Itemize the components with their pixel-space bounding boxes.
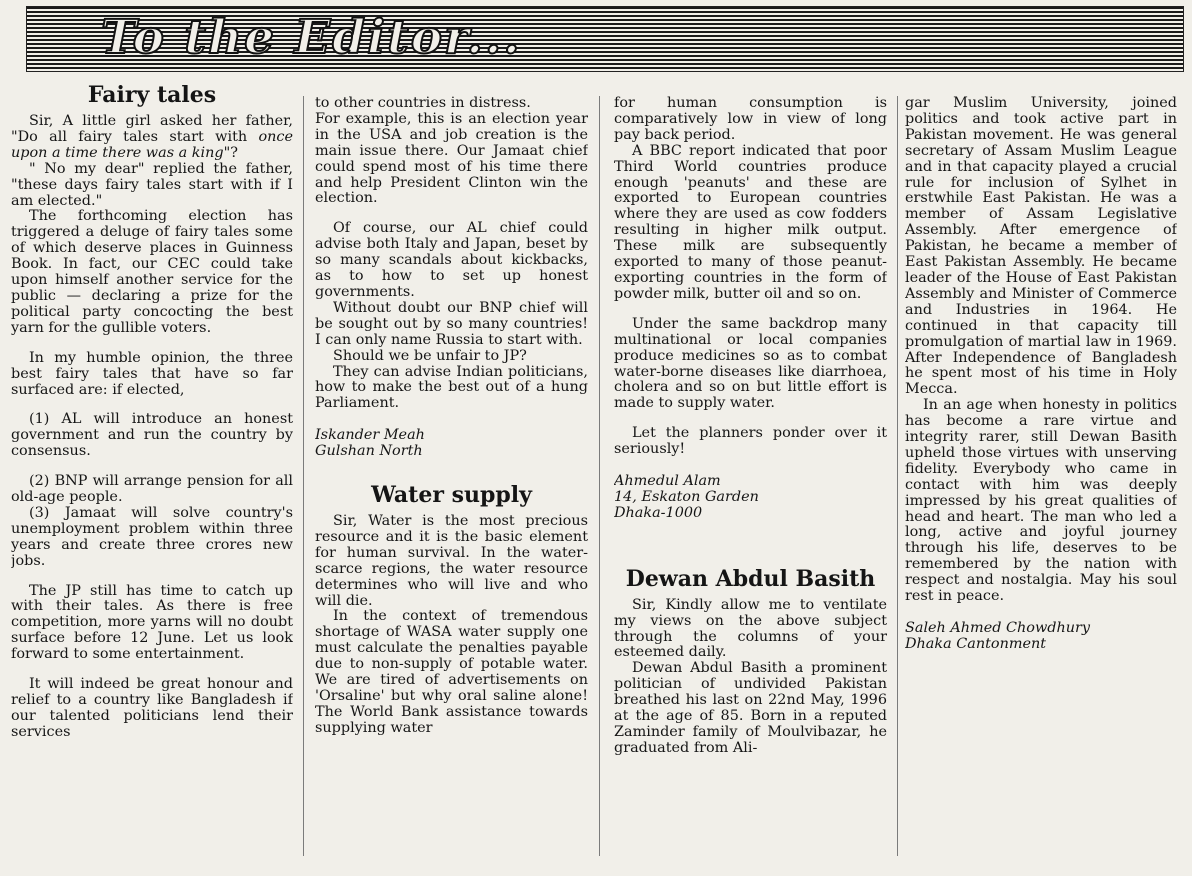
paragraph: They can advise Indian politicians, how to make the best out of a hung Parliament. (315, 363, 588, 412)
paragraph: It will indeed be great honour and relief to a country like Bangladesh if our talented politicians lend their services (11, 676, 293, 740)
signature-address: 14, Eskaton Garden (614, 488, 759, 505)
paragraph: (2) BNP will arrange pension for all old-age people. (11, 473, 293, 506)
paragraph: Let the planners ponder over it seriously! (614, 425, 887, 458)
letter-headline-water-supply: Water supply (371, 482, 532, 509)
letter-headline-fairy-tales: Fairy tales (87, 82, 217, 108)
column-divider (897, 96, 898, 856)
column-1 (11, 78, 293, 858)
paragraph: For example, this is an election year in the USA and job creation is the main issue there. Our Jamaat chief could spend most of his time there and help President Clinton win the election. (315, 110, 588, 207)
signature (614, 474, 887, 522)
column-4 (905, 96, 1177, 876)
paragraph: Should we be unfair to JP? (333, 347, 527, 364)
column-divider (599, 96, 600, 856)
paragraph: to other countries in distress. (315, 96, 531, 111)
paragraph: The JP still has time to catch up with their tales. As there is free competition, more yarns will no doubt surface before 12 June. Let us look forward to some entertainment. (11, 582, 293, 663)
section-banner (26, 6, 1184, 72)
paragraph: " No my dear" replied the father, "these days fairy tales start with if I am elected." (11, 160, 293, 209)
column-3 (614, 96, 887, 876)
paragraph: (3) Jamaat will solve country's unemployment problem within three years and create three crores new jobs. (11, 504, 293, 569)
paragraph: gar Muslim University, joined politics and took active part in Pakistan movement. He was general secretary of Assam Muslim League and in that capacity played a crucial rule for inclusion of Sylhet in erstwhile East Pakistan. He was a member of Assam Legislative Assembly. After emergence of Pakistan, he became a member of East Pakistan Assembly. He became leader of the House of East Pakistan Assembly and Minister of Commerce and Industries in 1964. He continued in that capacity till promulgation of martial law in 1969. After Independence of Bangladesh he spent most of his time in Holy Mecca. (905, 96, 1177, 398)
paragraph (11, 114, 293, 162)
paragraph-text: Sir, A little girl asked her father, "Do all fairy tales start with (11, 113, 293, 145)
signature (315, 428, 588, 460)
letter-headline-dewan-abdul-basith: Dewan Abdul Basith (625, 565, 876, 592)
italic-quote: once upon a time there was a king (11, 128, 293, 161)
paragraph: Of course, our AL chief could advise both Italy and Japan, beset by so many scandals about kickbacks, as to how to set up honest governments. (315, 220, 588, 300)
signature-address: Gulshan North (315, 443, 423, 460)
paragraph: Sir, Kindly allow me to ventilate my views on the above subject through the columns of your esteemed daily. (614, 596, 887, 661)
paragraph: In my humble opinion, the three best fairy tales that have so far surfaced are: if elected, (11, 349, 293, 398)
section-title: To the Editor... (101, 10, 522, 65)
paragraph: A BBC report indicated that poor Third World countries produce enough 'peanuts' and these are exported to European countries where they are used as cow fodders resulting in higher milk output. These milk are subsequently exported to many of those peanut-exporting countries in the form of powder milk, butter oil and so on. (614, 142, 887, 302)
paragraph: Without doubt our BNP chief will be sought out by so many countries! I can only name Russia to start with. (315, 299, 588, 348)
signature-address: Dhaka Cantonment (905, 635, 1047, 652)
paragraph: The forthcoming election has triggered a deluge of fairy tales some of which deserve places in Guinness Book. In fact, our CEC could take upon himself another service for the public — declaring a prize for the political party concocting the best yarn for the gullible voters. (11, 208, 293, 336)
paragraph: In the context of tremendous shortage of WASA water supply one must calculate the penalties payable due to non-supply of potable water. We are tired of advertisements on 'Orsaline' but why oral saline alone! The World Bank assistance towards supplying water (315, 608, 588, 736)
paragraph: Dewan Abdul Basith a prominent politician of undivided Pakistan breathed his last on 22nd May, 1996 at the age of 85. Born in a reputed Zaminder family of Moulvibazar, he graduated from Ali- (614, 660, 887, 756)
signature-address: Dhaka-1000 (614, 504, 703, 521)
signature (905, 621, 1177, 653)
signature-name: Saleh Ahmed Chowdhury (905, 620, 1091, 636)
paragraph: (1) AL will introduce an honest government and run the country by consensus. (11, 411, 293, 460)
column-2 (315, 96, 588, 876)
signature-name: Ahmedul Alam (614, 473, 721, 490)
paragraph: In an age when honesty in politics has become a rare virtue and integrity rarer, still Dewan Basith upheld those virtues with unserving fidelity. Everybody who came in contact with him was deeply impressed by his great qualities of head and heart. The man who led a long, active and joyful journey through his life, deserves to be remembered by the nation with respect and nostalgia. May his soul rest in peace. (905, 397, 1177, 605)
paragraph: Sir, Water is the most precious resource and it is the basic element for human survival. In the water-scarce regions, the water resource determines who will live and who will die. (315, 513, 588, 609)
column-divider (303, 96, 304, 856)
signature-name: Iskander Meah (315, 427, 425, 444)
paragraph: Under the same backdrop many multinational or local companies produce medicines so as to combat water-borne diseases like diarrhoea, cholera and so on but little effort is made to supply water. (614, 315, 887, 412)
paragraph: for human consumption is comparatively low in view of long pay back period. (614, 96, 887, 143)
paragraph-text: "? (223, 144, 238, 161)
